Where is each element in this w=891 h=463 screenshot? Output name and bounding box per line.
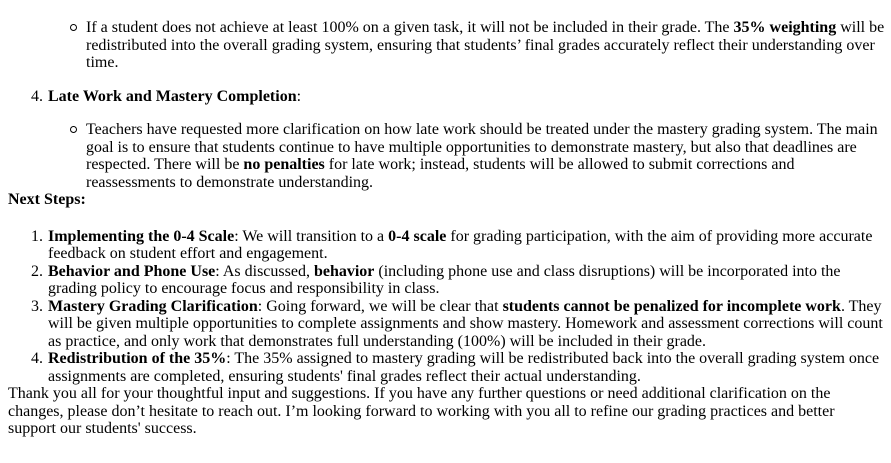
step-1-text xyxy=(48,228,886,263)
text-run: : As discussed, xyxy=(215,262,314,280)
text-run: : Going forward, we will be clear that xyxy=(257,297,503,315)
text-run: : xyxy=(296,87,302,105)
text-run-bold: no penalties xyxy=(243,156,325,173)
step-4-text xyxy=(48,350,886,385)
intro-bullet-text xyxy=(86,19,886,72)
intro-bullet-item xyxy=(8,19,886,72)
text-run: : The 35% assigned to mastery grading will be redistributed back into the overall grading system once assignments are completed, ensuring students' final grades reflect their actual understanding. xyxy=(48,350,880,385)
late-work-bullet-item xyxy=(8,121,886,191)
text-run-bold: Implementing the 0-4 Scale xyxy=(48,227,235,245)
list-number: 4. xyxy=(31,350,43,367)
list-number: 4. xyxy=(31,87,43,105)
bullet-marker-cell xyxy=(8,121,86,191)
list-number: 3. xyxy=(31,297,43,315)
list-item-late-work-heading xyxy=(8,88,886,106)
step-3-text xyxy=(48,298,886,351)
text-run: . They will be given multiple opportunities to complete assignments and show mastery. Homework and assessment corrections will count as practice, and only work that demonstrates full understanding (100%) will be included in their grade. xyxy=(48,297,883,350)
text-run-bold: Redistribution of the 35% xyxy=(48,350,227,367)
circle-bullet-icon xyxy=(70,126,77,133)
step-item-3 xyxy=(8,298,886,351)
text-run: (including phone use and class disruptions) will be incorporated into the grading policy to encourage focus and responsibility in class. xyxy=(48,262,841,297)
text-run-bold: Late Work and Mastery Completion xyxy=(48,87,297,105)
text-run-bold: 0-4 scale xyxy=(388,227,447,245)
text-run: Teachers have requested more clarification on how late work should be treated under the mastery grading system. The main goal is to ensure that students continue to have multiple opportunities to demonstrate mastery, but also that deadlines are respected. There will be xyxy=(86,121,878,173)
step-item-4 xyxy=(8,350,886,385)
text-run: : We will transition to a xyxy=(234,227,389,245)
step-item-2 xyxy=(8,263,886,298)
late-work-heading-text xyxy=(48,88,886,106)
next-steps-heading-text: Next Steps: xyxy=(8,191,86,208)
circle-bullet-icon xyxy=(70,24,77,31)
list-number: 2. xyxy=(31,262,43,280)
bullet-marker-cell xyxy=(8,19,86,72)
next-steps-heading xyxy=(8,191,886,209)
text-run: If a student does not achieve at least 100% on a given task, it will not be included in their grade. The xyxy=(86,19,734,36)
closing-paragraph: Thank you all for your thoughtful input and suggestions. If you have any further questions or need additional clarification on the changes, please don’t hesitate to reach out. I’m looking forward to working with you all to refine our grading practices and better support our students' success. xyxy=(8,385,835,437)
text-run-bold: students cannot be penalized for incomplete work xyxy=(502,297,841,315)
step-item-1 xyxy=(8,228,886,263)
text-run: for late work; instead, students will be allowed to submit corrections and reassessments to demonstrate understanding. xyxy=(86,156,795,191)
text-run: for grading participation, with the aim of providing more accurate feedback on student effort and engagement. xyxy=(48,227,873,262)
late-work-bullet-text xyxy=(86,121,886,191)
text-run-bold: 35% weighting xyxy=(733,19,837,36)
text-run-bold: Mastery Grading Clarification xyxy=(48,297,258,315)
step-2-text xyxy=(48,263,886,298)
list-number: 1. xyxy=(31,227,43,245)
text-run-bold: behavior xyxy=(313,262,375,280)
text-run-bold: Behavior and Phone Use xyxy=(48,262,216,280)
next-steps-list xyxy=(8,228,886,386)
text-run: will be redistributed into the overall grading system, ensuring that students’ final grades accurately reflect their understanding over time. xyxy=(86,19,885,71)
